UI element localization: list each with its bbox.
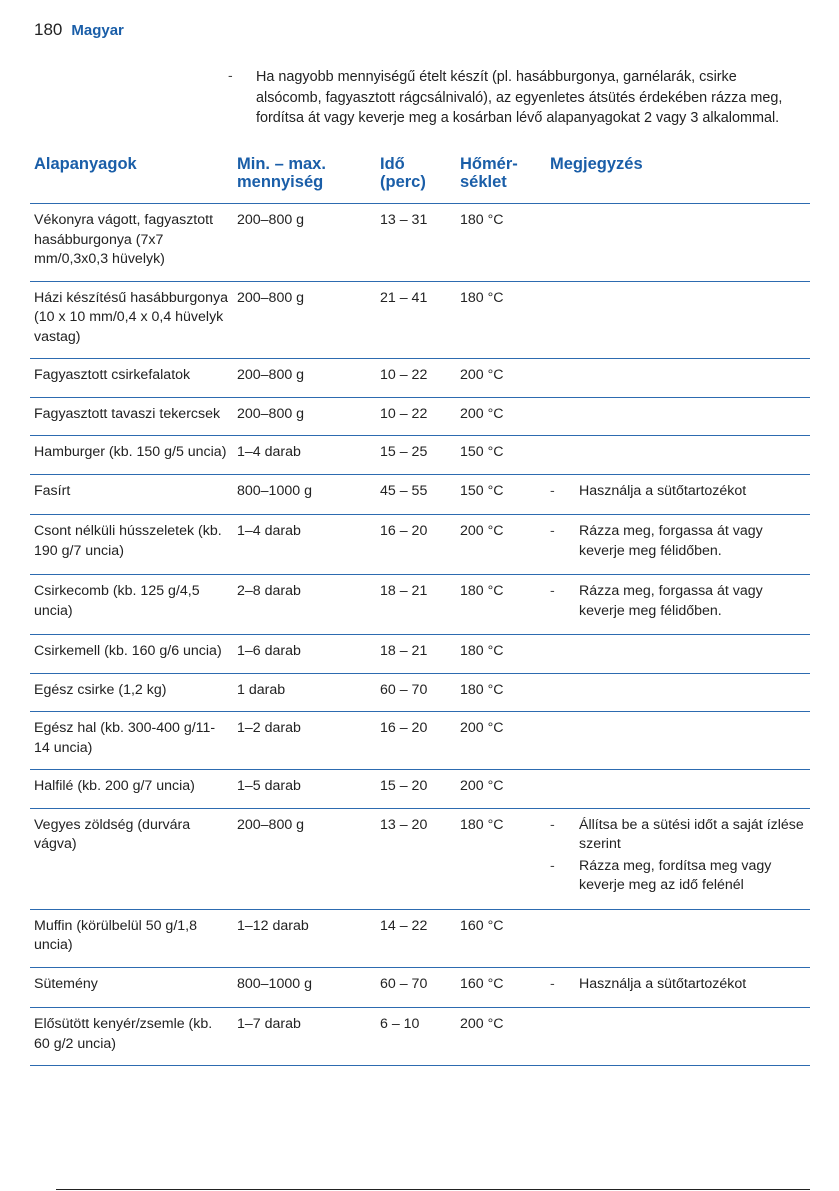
cell-quantity: 200–800 g	[233, 808, 376, 909]
cell-temperature: 180 °C	[456, 281, 546, 359]
table-row	[30, 967, 810, 1008]
notes-list	[550, 816, 806, 896]
cell-ingredient: Csont nélküli hússzeletek (kb. 190 g/7 uncia)	[30, 515, 233, 575]
cell-ingredient: Fasírt	[30, 474, 233, 515]
cell-quantity: 1 darab	[233, 673, 376, 712]
note-bullet: -	[550, 975, 555, 992]
note-bullet: -	[550, 523, 555, 539]
table-row	[30, 281, 810, 359]
cell-temperature: 180 °C	[456, 635, 546, 674]
notes-list	[550, 975, 806, 995]
note-bullet: -	[550, 816, 555, 833]
cell-temperature: 150 °C	[456, 474, 546, 515]
cell-notes	[546, 967, 810, 1008]
header-ingredient: Alapanyagok	[30, 152, 233, 204]
cell-time: 16 – 20	[376, 515, 456, 575]
cell-notes	[546, 712, 810, 770]
cell-temperature: 200 °C	[456, 712, 546, 770]
notes-list	[550, 522, 806, 561]
cell-ingredient: Vékonyra vágott, fagyasztott hasábburgonya (7x7 mm/0,3x0,3 hüvelyk)	[30, 204, 233, 282]
cell-time: 16 – 20	[376, 712, 456, 770]
intro-note	[228, 67, 803, 129]
cell-time: 15 – 25	[376, 436, 456, 475]
cell-notes	[546, 575, 810, 635]
cell-time: 21 – 41	[376, 281, 456, 359]
cell-temperature: 180 °C	[456, 673, 546, 712]
cell-notes	[546, 474, 810, 515]
table-header-row	[30, 152, 810, 204]
cell-notes	[546, 770, 810, 809]
cell-time: 18 – 21	[376, 635, 456, 674]
cell-quantity: 200–800 g	[233, 204, 376, 282]
cell-quantity: 1–7 darab	[233, 1008, 376, 1066]
cell-time: 60 – 70	[376, 673, 456, 712]
cell-notes	[546, 808, 810, 909]
cell-notes	[546, 673, 810, 712]
table-row	[30, 204, 810, 282]
cell-quantity: 800–1000 g	[233, 967, 376, 1008]
cooking-table	[30, 152, 810, 1066]
cell-temperature: 150 °C	[456, 436, 546, 475]
table-row	[30, 808, 810, 909]
table-row	[30, 909, 810, 967]
cell-time: 18 – 21	[376, 575, 456, 635]
table-row	[30, 397, 810, 436]
cell-ingredient: Egész hal (kb. 300-400 g/11-14 uncia)	[30, 712, 233, 770]
cell-quantity: 200–800 g	[233, 397, 376, 436]
cell-temperature: 180 °C	[456, 575, 546, 635]
cell-temperature: 200 °C	[456, 770, 546, 809]
cell-quantity: 200–800 g	[233, 359, 376, 398]
cell-ingredient: Muffin (körülbelül 50 g/1,8 uncia)	[30, 909, 233, 967]
cell-ingredient: Csirkecomb (kb. 125 g/4,5 uncia)	[30, 575, 233, 635]
cell-temperature: 200 °C	[456, 397, 546, 436]
page-header	[34, 20, 124, 40]
cell-notes	[546, 397, 810, 436]
cell-time: 60 – 70	[376, 967, 456, 1008]
cell-ingredient: Vegyes zöldség (durvára vágva)	[30, 808, 233, 909]
table-row	[30, 673, 810, 712]
note-item	[550, 975, 806, 995]
cell-quantity: 1–2 darab	[233, 712, 376, 770]
cell-time: 45 – 55	[376, 474, 456, 515]
cell-temperature: 180 °C	[456, 808, 546, 909]
header-quantity: Min. – max. mennyiség	[233, 152, 376, 204]
notes-list	[550, 582, 806, 621]
table-row	[30, 635, 810, 674]
table-body	[30, 204, 810, 1066]
table-row	[30, 515, 810, 575]
cell-ingredient: Elősütött kenyér/zsemle (kb. 60 g/2 uncia)	[30, 1008, 233, 1066]
table-row	[30, 770, 810, 809]
cell-quantity: 1–6 darab	[233, 635, 376, 674]
intro-text: Ha nagyobb mennyiségű ételt készít (pl. hasábburgonya, garnélarák, csirke alsócomb, fagyasztott rágcsálnivaló), az egyenletes átsütés érdekében rázza meg, fordítsa át vagy keverje meg a kosárban lévő alapanyagokat 2 vagy 3 alkalommal.	[256, 69, 783, 126]
cell-notes	[546, 909, 810, 967]
cell-time: 13 – 31	[376, 204, 456, 282]
cell-time: 14 – 22	[376, 909, 456, 967]
header-notes: Megjegyzés	[546, 152, 810, 204]
note-bullet: -	[550, 583, 555, 599]
section-title: Magyar	[71, 22, 124, 39]
cell-time: 13 – 20	[376, 808, 456, 909]
cell-ingredient: Házi készítésű hasábburgonya (10 x 10 mm/0,4 x 0,4 hüvelyk vastag)	[30, 281, 233, 359]
note-text: Rázza meg, fordítsa meg vagy keverje meg az idő felénél	[579, 857, 772, 893]
header-time: Idő (perc)	[376, 152, 456, 204]
table-row	[30, 359, 810, 398]
cell-ingredient: Csirkemell (kb. 160 g/6 uncia)	[30, 635, 233, 674]
cell-notes	[546, 359, 810, 398]
note-item	[550, 482, 806, 502]
cell-time: 10 – 22	[376, 359, 456, 398]
note-item	[550, 522, 806, 561]
page-number: 180	[34, 20, 63, 39]
note-item	[550, 857, 806, 896]
cell-quantity: 2–8 darab	[233, 575, 376, 635]
cell-quantity: 1–5 darab	[233, 770, 376, 809]
cell-ingredient: Fagyasztott csirkefalatok	[30, 359, 233, 398]
cell-time: 15 – 20	[376, 770, 456, 809]
footer-divider	[56, 1189, 810, 1190]
note-text: Rázza meg, forgassa át vagy keverje meg félidőben.	[579, 523, 763, 559]
cell-quantity: 1–4 darab	[233, 515, 376, 575]
intro-bullet: -	[228, 67, 233, 83]
cell-ingredient: Fagyasztott tavaszi tekercsek	[30, 397, 233, 436]
table-row	[30, 436, 810, 475]
cell-ingredient: Egész csirke (1,2 kg)	[30, 673, 233, 712]
cell-time: 10 – 22	[376, 397, 456, 436]
cell-notes	[546, 1008, 810, 1066]
cell-temperature: 160 °C	[456, 909, 546, 967]
cell-quantity: 200–800 g	[233, 281, 376, 359]
cell-ingredient: Sütemény	[30, 967, 233, 1008]
cell-temperature: 200 °C	[456, 359, 546, 398]
cell-notes	[546, 204, 810, 282]
cell-ingredient: Hamburger (kb. 150 g/5 uncia)	[30, 436, 233, 475]
cell-temperature: 180 °C	[456, 204, 546, 282]
cell-time: 6 – 10	[376, 1008, 456, 1066]
note-item	[550, 816, 806, 855]
table-row	[30, 474, 810, 515]
cell-notes	[546, 281, 810, 359]
header-temperature: Hőmér- séklet	[456, 152, 546, 204]
cell-temperature: 200 °C	[456, 515, 546, 575]
cell-temperature: 200 °C	[456, 1008, 546, 1066]
note-text: Állítsa be a sütési időt a saját ízlése szerint	[579, 816, 804, 852]
cell-ingredient: Halfilé (kb. 200 g/7 uncia)	[30, 770, 233, 809]
cell-temperature: 160 °C	[456, 967, 546, 1008]
note-bullet: -	[550, 482, 555, 499]
cell-notes	[546, 436, 810, 475]
cell-quantity: 1–12 darab	[233, 909, 376, 967]
notes-list	[550, 482, 806, 502]
cell-notes	[546, 515, 810, 575]
note-item	[550, 582, 806, 621]
table-row	[30, 1008, 810, 1066]
cell-notes	[546, 635, 810, 674]
note-bullet: -	[550, 857, 555, 874]
table-row	[30, 575, 810, 635]
note-text: Használja a sütőtartozékot	[579, 482, 747, 499]
note-text: Rázza meg, forgassa át vagy keverje meg félidőben.	[579, 583, 763, 619]
note-text: Használja a sütőtartozékot	[579, 975, 747, 992]
table-row	[30, 712, 810, 770]
cell-quantity: 800–1000 g	[233, 474, 376, 515]
cell-quantity: 1–4 darab	[233, 436, 376, 475]
